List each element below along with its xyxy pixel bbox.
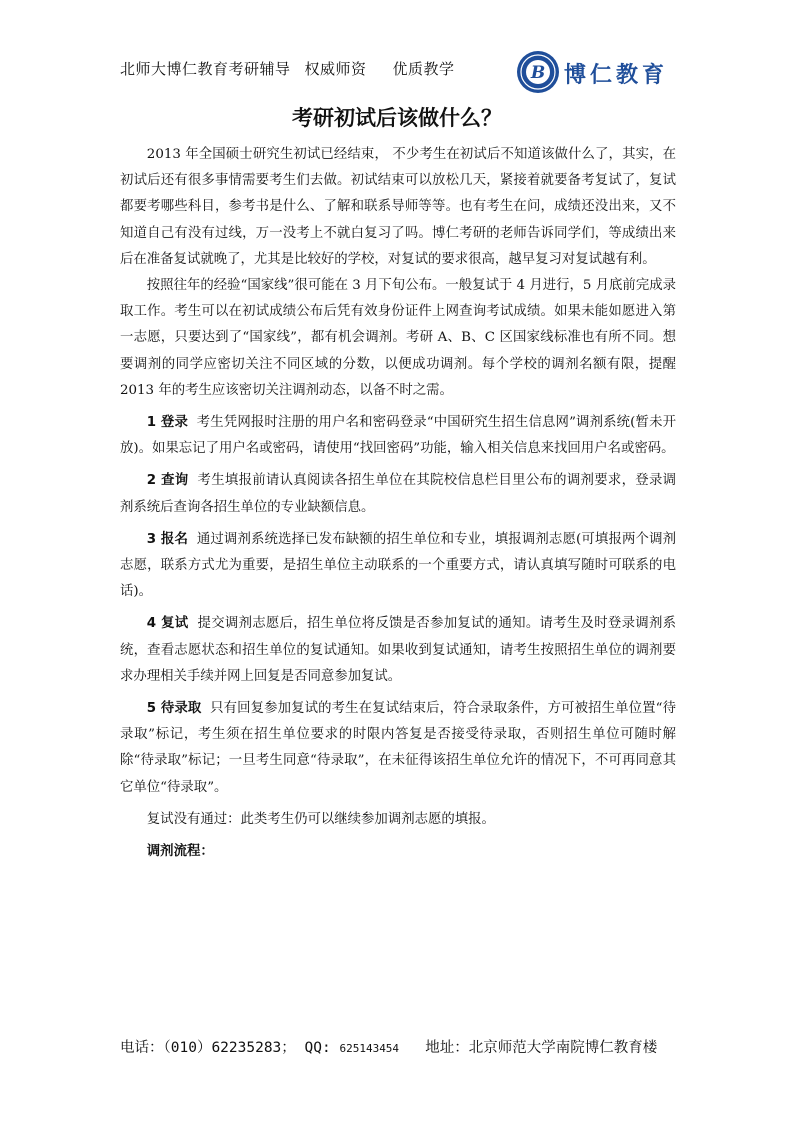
slogan-org: 北师大博仁教育考研辅导	[120, 60, 291, 78]
step-label: 4 复试	[146, 616, 189, 632]
step-label: 1 登录	[146, 415, 188, 431]
step-text: 提交调剂志愿后，招生单位将反馈是否参加复试的通知。请考生及时登录调剂系统，查看志愿状态和招生单位的复试通知。如果收到复试通知，请考生按照招生单位的调剂要求办理相关手续并网上回复是否同意参加复试。	[120, 616, 677, 684]
address-label: 地址：	[425, 1040, 469, 1056]
intro-paragraph: 2013 年全国硕士研究生初试已经结束， 不少考生在初试后不知道该做什么了，其实，在初试后还有很多事情需要考生们去做。初试结束可以放松几天，紧接着就要备考复试了，复试都要考哪些科目，参考书是什么、了解和联系导师等等。也有考生在问，成绩还没出来，又不知道自己有没有过线，万一没考上不就白复习了吗。博仁考研的老师告诉同学们，等成绩出来后在准备复试就晚了，尤其是比较好的学校，对复试的要求很高，越早复习对复试越有利。	[120, 147, 676, 267]
step-retest	[120, 611, 676, 690]
header-slogan	[120, 58, 469, 79]
national-line-paragraph: 按照往年的经验“国家线”很可能在 3 月下旬公布。一般复试于 4 月进行，5 月底前完成录取工作。考生可以在初试成绩公布后凭有效身份证件上网查询考试成绩。如果未能如愿进入第一志愿，只要达到了“国家线”，都有机会调剂。考研 A、B、C 区国家线标准也有所不同。想要调剂的同学应密切关注不同区域的分数，以便成功调剂。每个学校的调剂名额有限，提醒 2013 年的考生应该密切关注调剂动态，以备不时之需。	[120, 278, 676, 398]
step-label: 3 报名	[146, 531, 189, 547]
fail-note: 复试没有通过：此类考生仍可以继续参加调剂志愿的填报。	[146, 811, 495, 827]
address-text: 北京师范大学南院博仁教育楼	[468, 1040, 658, 1056]
phone-number: （010）62235283；	[163, 1040, 296, 1056]
step-query	[120, 468, 676, 520]
article-body	[120, 142, 676, 865]
flow-heading: 调剂流程：	[146, 844, 214, 860]
step-login	[120, 410, 676, 462]
logo-letter: B	[530, 63, 546, 83]
page-footer	[120, 1036, 700, 1057]
step-apply	[120, 527, 676, 606]
step-label: 5 待录取	[146, 701, 202, 717]
step-text: 只有回复参加复试的考生在复试结束后，符合录取条件，方可被招生单位置“待录取”标记，考生须在招生单位要求的时限内答复是否接受待录取，否则招生单位可随时解除“待录取”标记；一旦考生同意“待录取”，在未征得该招生单位允许的情况下，不可再同意其它单位“待录取”。	[120, 701, 676, 795]
step-text: 通过调剂系统选择已发布缺额的招生单位和专业，填报调剂志愿(可填报两个调剂志愿，联系方式尤为重要，是招生单位主动联系的一个重要方式，请认真填写随时可联系的电话)。	[120, 531, 677, 600]
slogan-teachers: 权威师资	[304, 60, 367, 78]
page-title: 考研初试后该做什么？	[292, 106, 502, 130]
qq-label: QQ:	[304, 1040, 331, 1056]
logo-name: 博仁教育	[564, 63, 669, 88]
page-header	[120, 50, 680, 94]
brand-logo	[516, 50, 680, 94]
phone-label: 电话：	[120, 1040, 164, 1056]
logo-seal-icon	[516, 50, 560, 94]
slogan-teaching: 优质教学	[392, 60, 455, 78]
step-text: 考生凭网报时注册的用户名和密码登录“中国研究生招生信息网”调剂系统(暂未开放)。如果忘记了用户名或密码，请使用“找回密码”功能，输入相关信息来找回用户名或密码。	[120, 415, 676, 457]
step-text: 考生填报前请认真阅读各招生单位在其院校信息栏目里公布的调剂要求，登录调剂系统后查询各招生单位的专业缺额信息。	[120, 473, 677, 515]
step-label: 2 查询	[146, 473, 189, 489]
step-pending-admission	[120, 696, 676, 801]
qq-number: 625143454	[339, 1042, 400, 1055]
